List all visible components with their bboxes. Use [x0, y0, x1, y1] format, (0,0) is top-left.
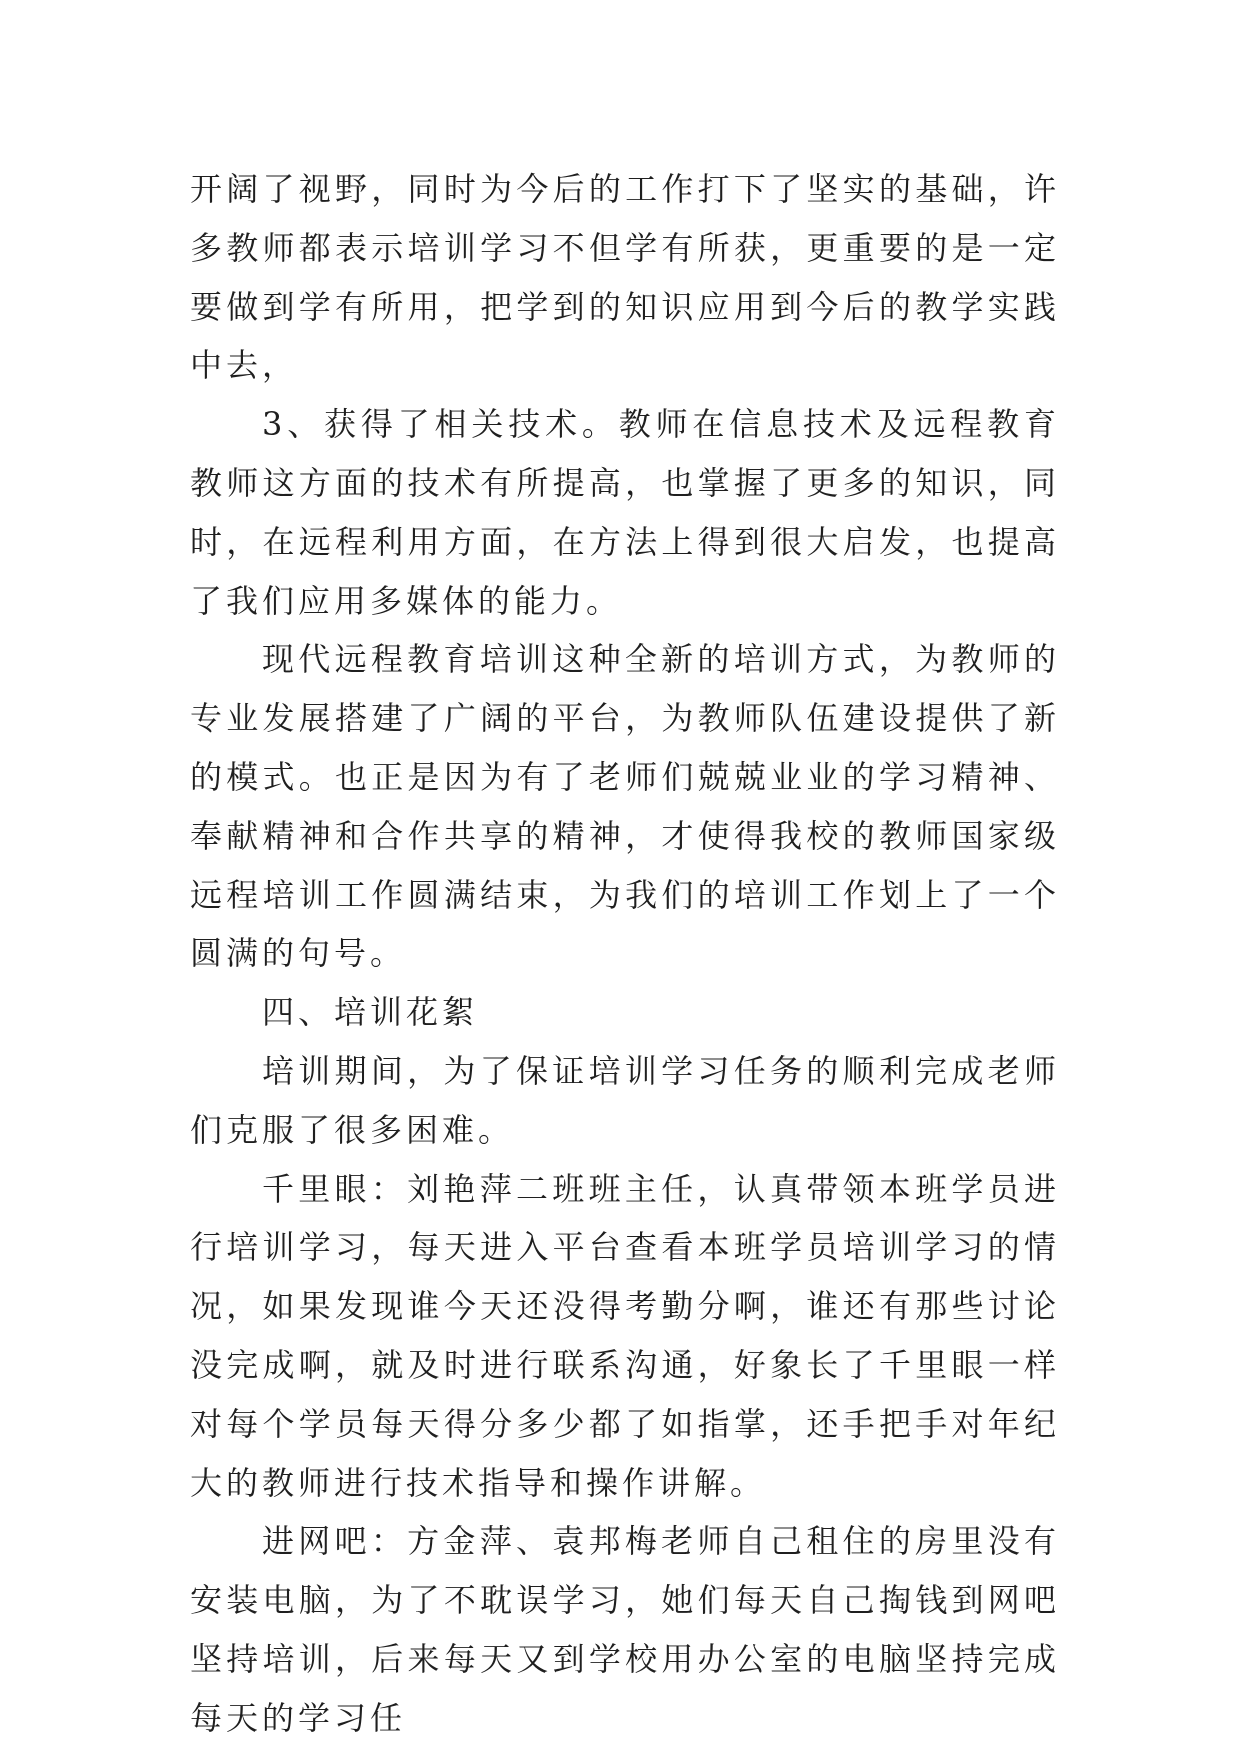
paragraph-training-difficulties: 培训期间，为了保证培训学习任务的顺利完成老师们克服了很多困难。 [190, 1051, 1060, 1149]
paragraph-internet-cafe: 进网吧：方金萍、袁邦梅老师自己租住的房里没有安装电脑，为了不耽误学习，她们每天自己掏钱到网吧坚持培训，后来每天又到学校用办公室的电脑坚持完成每天的学习任 [190, 1522, 1060, 1737]
paragraph-continuation: 开阔了视野，同时为今后的工作打下了坚实的基础，许多教师都表示培训学习不但学有所获，更重要的是一定要做到学有所用，把学到的知识应用到今后的教学实践中去， [190, 170, 1060, 385]
paragraph-technical-skills: 3、获得了相关技术。教师在信息技术及远程教育教师这方面的技术有所提高，也掌握了更多的知识，同时，在远程利用方面，在方法上得到很大启发，也提高了我们应用多媒体的能力。 [190, 405, 1060, 620]
paragraph-remote-training-summary: 现代远程教育培训这种全新的培训方式，为教师的专业发展搭建了广阔的平台，为教师队伍建设提供了新的模式。也正是因为有了老师们兢兢业业的学习精神、奉献精神和合作共享的精神，才使得我校的教师国家级远程培训工作圆满结束，为我们的培训工作划上了一个圆满的句号。 [190, 640, 1060, 973]
section-heading-training-highlights: 四、培训花絮 [262, 993, 479, 1032]
paragraph-qianliyan: 千里眼：刘艳萍二班班主任，认真带领本班学员进行培训学习，每天进入平台查看本班学员培训学习的情况，如果发现谁今天还没得考勤分啊，谁还有那些讨论没完成啊，就及时进行联系沟通，好象长了千里眼一样对每个学员每天得分多少都了如指掌，还手把手对年纪大的教师进行技术指导和操作讲解。 [190, 1169, 1060, 1502]
document-body [190, 160, 1060, 1748]
